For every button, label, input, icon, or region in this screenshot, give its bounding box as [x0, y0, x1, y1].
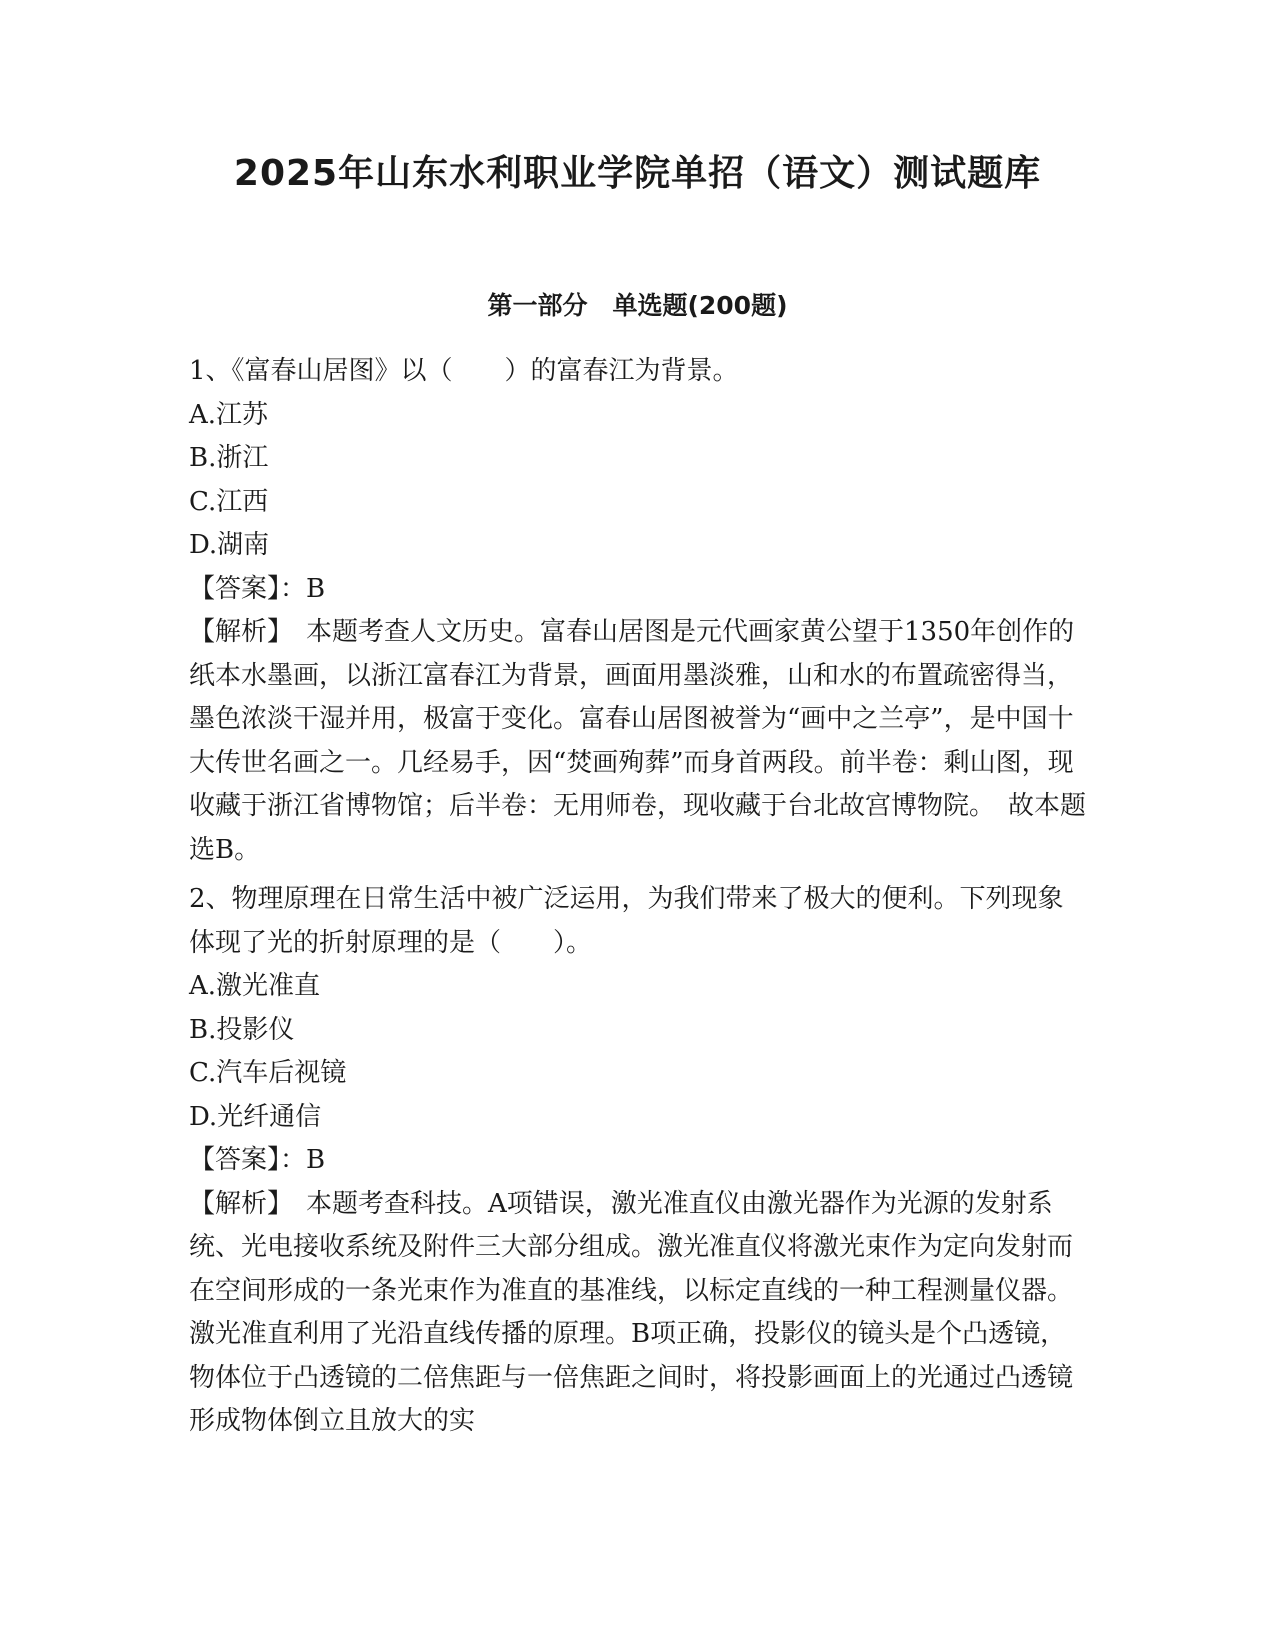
question-1	[189, 350, 1089, 872]
answer-label: 【答案】：	[189, 573, 307, 604]
answer-value: B	[306, 573, 326, 604]
analysis-paragraph	[189, 1183, 1089, 1444]
question-stem: 1、《富春山居图》以（ ）的富春江为背景。	[189, 356, 739, 386]
question-list	[189, 350, 1089, 1444]
option-c: C.江西	[189, 486, 269, 517]
question-2	[189, 878, 1089, 1444]
analysis-text: 本题考查人文历史。富春山居图是元代画家黄公望于1350年创作的纸本水墨画，以浙江富春江为背景，画面用墨淡雅，山和水的布置疏密得当，墨色浓淡干湿并用，极富于变化。富春山居图被誉为“画中之兰亭”，是中国十大传世名画之一。几经易手，因“焚画殉葬”而身首两段。前半卷：剩山图，现收藏于浙江省博物馆；后半卷：无用师卷，现收藏于台北故宫博物院。 故本题选B。	[189, 617, 1087, 865]
option-b: B.投影仪	[189, 1014, 295, 1045]
question-stem: 2、物理原理在日常生活中被广泛运用，为我们带来了极大的便利。下列现象体现了光的折射原理的是（ ）。	[189, 884, 1064, 958]
analysis-label: 【解析】	[189, 617, 281, 647]
option-a: A.激光准直	[189, 971, 321, 1001]
answer-line	[189, 1139, 1089, 1183]
analysis-paragraph	[189, 611, 1089, 872]
document-title: 2025年山东水利职业学院单招（语文）测试题库	[233, 153, 1042, 194]
option-b: B.浙江	[189, 443, 269, 473]
answer-label: 【答案】：	[189, 1145, 307, 1175]
option-d: D.湖南	[189, 530, 270, 560]
option-a: A.江苏	[189, 399, 269, 430]
analysis-label: 【解析】	[189, 1188, 281, 1219]
answer-value: B	[306, 1145, 326, 1175]
option-d: D.光纤通信	[189, 1101, 322, 1132]
option-c: C.汽车后视镜	[189, 1058, 347, 1088]
analysis-text: 本题考查科技。A项错误，激光准直仪由激光器作为光源的发射系统、光电接收系统及附件三大部分组成。激光准直仪将激光束作为定向发射而在空间形成的一条光束作为准直的基准线，以标定直线的一种工程测量仪器。激光准直利用了光沿直线传播的原理。B项正确，投影仪的镜头是个凸透镜，物体位于凸透镜的二倍焦距与一倍焦距之间时，将投影画面上的光通过凸透镜形成物体倒立且放大的实	[189, 1188, 1074, 1436]
section-title: 第一部分 单选题(200题)	[487, 291, 788, 320]
answer-line	[189, 568, 1089, 612]
